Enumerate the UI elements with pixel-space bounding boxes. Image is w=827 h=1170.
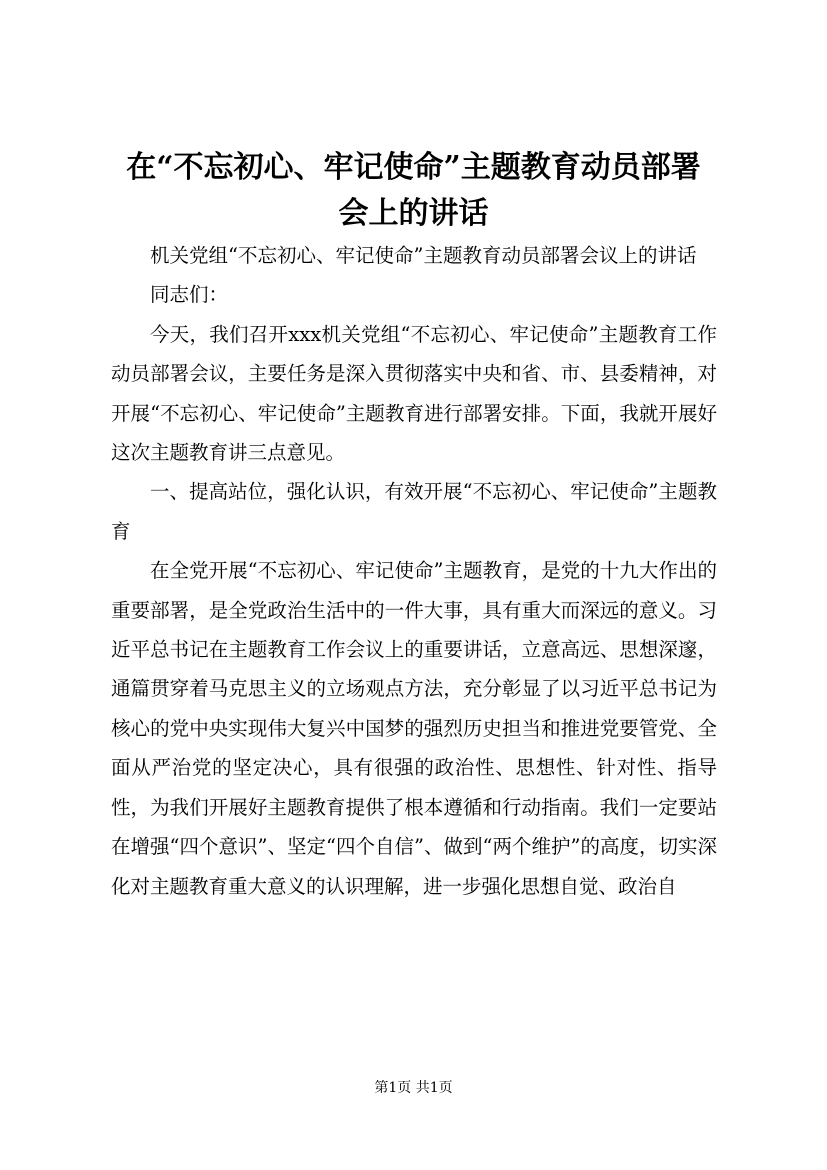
paragraph-salutation: 同志们： <box>150 283 229 307</box>
document-body <box>111 236 717 906</box>
paragraph-section-1-body: 在全党开展“不忘初心、牢记使命”主题教育，是党的十九大作出的重要部署，是全党政治生活中的一件大事，具有重大而深远的意义。习近平总书记在主题教育工作会议上的重要讲话，立意高远、思想深邃，通篇贯穿着马克思主义的立场观点方法，充分彰显了以习近平总书记为核心的党中央实现伟大复兴中国梦的强烈历史担当和推进党要管党、全面从严治党的坚定决心，具有很强的政治性、思想性、针对性、指导性，为我们开展好主题教育提供了根本遵循和行动指南。我们一定要站在增强“四个意识”、坚定“四个自信”、做到“两个维护”的高度，切实深化对主题教育重大意义的认识理解，进一步强化思想自觉、政治自 <box>111 559 717 898</box>
document-title <box>100 145 727 237</box>
title-line-2: 会上的讲话 <box>338 196 489 231</box>
paragraph-intro: 今天，我们召开xxx机关党组“不忘初心、牢记使命”主题教育工作动员部署会议，主要任务是深入贯彻落实中央和省、市、县委精神，对开展“不忘初心、牢记使命”主题教育进行部署安排。下面，我就开展好这次主题教育讲三点意见。 <box>111 322 717 465</box>
page-footer: 第1页 共1页 <box>374 1080 453 1096</box>
paragraph-subtitle: 机关党组“不忘初心、牢记使命”主题教育动员部署会议上的讲话 <box>150 244 697 267</box>
title-line-1: 在“不忘初心、牢记使命”主题教育动员部署 <box>126 150 701 185</box>
section-heading-1: 一、提高站位，强化认识，有效开展“不忘初心、牢记使命”主题教育 <box>111 480 717 543</box>
